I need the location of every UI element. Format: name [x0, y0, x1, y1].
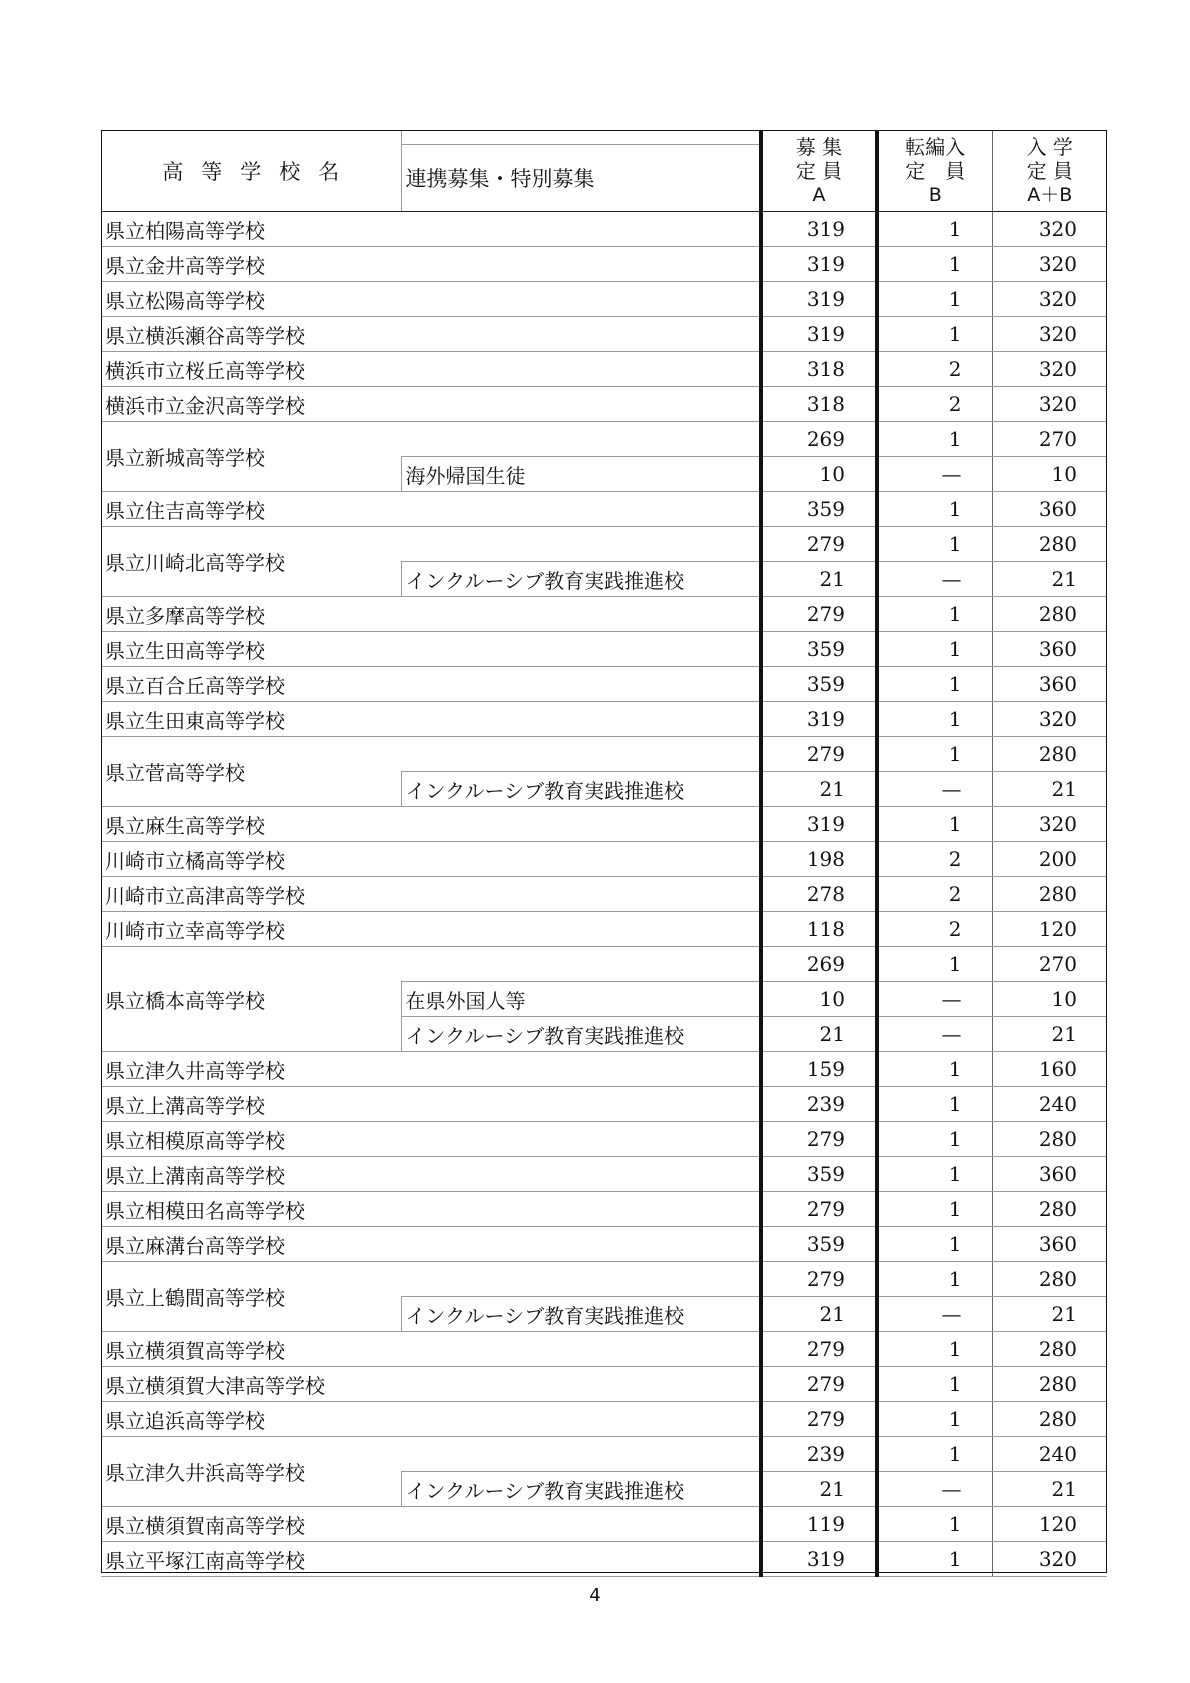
- table-row: [101, 1052, 1107, 1087]
- transfer-b: 1: [877, 1402, 992, 1437]
- special-recruitment: [401, 1122, 761, 1157]
- page-number: 4: [589, 1585, 601, 1606]
- school-name: 県立川崎北高等学校: [101, 527, 401, 597]
- transfer-b: 1: [877, 527, 992, 562]
- total-ab: 240: [992, 1087, 1107, 1122]
- transfer-b: 2: [877, 877, 992, 912]
- table-row: [101, 667, 1107, 702]
- table-header-row: [101, 130, 1107, 212]
- transfer-b: 2: [877, 912, 992, 947]
- transfer-b: 1: [877, 1332, 992, 1367]
- special-recruitment: [401, 1052, 761, 1087]
- enrollment-table: [101, 130, 1107, 1577]
- school-name: 県立上溝高等学校: [101, 1087, 401, 1122]
- total-ab: 360: [992, 667, 1107, 702]
- transfer-b: —: [877, 457, 992, 492]
- school-name: 県立金井高等学校: [101, 247, 401, 282]
- special-recruitment: [401, 1402, 761, 1437]
- special-recruitment: [401, 632, 761, 667]
- special-recruitment: インクルーシブ教育実践推進校: [401, 1297, 761, 1332]
- transfer-b: 1: [877, 1192, 992, 1227]
- transfer-b: —: [877, 1297, 992, 1332]
- total-ab: 240: [992, 1437, 1107, 1472]
- special-recruitment: [401, 527, 761, 562]
- transfer-b: 1: [877, 807, 992, 842]
- capacity-a: 318: [761, 387, 877, 422]
- capacity-a: 279: [761, 527, 877, 562]
- capacity-a: 279: [761, 597, 877, 632]
- school-name: 県立菅高等学校: [101, 737, 401, 807]
- capacity-a: 319: [761, 282, 877, 317]
- transfer-b: 1: [877, 1087, 992, 1122]
- capacity-a: 21: [761, 1297, 877, 1332]
- special-recruitment: [401, 1437, 761, 1472]
- header-school-name: 高等学校名: [101, 130, 401, 212]
- special-recruitment: [401, 877, 761, 912]
- transfer-b: 1: [877, 422, 992, 457]
- total-ab: 270: [992, 947, 1107, 982]
- capacity-a: 359: [761, 1157, 877, 1192]
- total-ab: 200: [992, 842, 1107, 877]
- table-row: [101, 387, 1107, 422]
- total-ab: 320: [992, 387, 1107, 422]
- transfer-b: 1: [877, 1227, 992, 1262]
- special-recruitment: [401, 1262, 761, 1297]
- table-row: [101, 212, 1107, 247]
- total-ab: 10: [992, 457, 1107, 492]
- transfer-b: 1: [877, 492, 992, 527]
- transfer-b: 1: [877, 1542, 992, 1577]
- transfer-b: —: [877, 772, 992, 807]
- school-name: 県立麻溝台高等学校: [101, 1227, 401, 1262]
- table-row: [101, 1437, 1107, 1472]
- school-name: 県立横須賀南高等学校: [101, 1507, 401, 1542]
- total-ab: 320: [992, 212, 1107, 247]
- capacity-a: 359: [761, 492, 877, 527]
- transfer-b: 2: [877, 842, 992, 877]
- total-ab: 21: [992, 1297, 1107, 1332]
- special-recruitment: 在県外国人等: [401, 982, 761, 1017]
- table-row: [101, 1192, 1107, 1227]
- capacity-a: 279: [761, 1367, 877, 1402]
- table-row: [101, 807, 1107, 842]
- transfer-b: 1: [877, 667, 992, 702]
- table-row: [101, 842, 1107, 877]
- transfer-b: 1: [877, 1052, 992, 1087]
- school-name: 川崎市立幸高等学校: [101, 912, 401, 947]
- capacity-a: 10: [761, 982, 877, 1017]
- special-recruitment: [401, 947, 761, 982]
- table-row: [101, 1507, 1107, 1542]
- transfer-b: 2: [877, 352, 992, 387]
- capacity-a: 269: [761, 422, 877, 457]
- total-ab: 21: [992, 1017, 1107, 1052]
- capacity-a: 318: [761, 352, 877, 387]
- school-name: 県立松陽高等学校: [101, 282, 401, 317]
- transfer-b: 1: [877, 212, 992, 247]
- total-ab: 280: [992, 737, 1107, 772]
- capacity-a: 279: [761, 1402, 877, 1437]
- transfer-b: 2: [877, 387, 992, 422]
- table-row: [101, 877, 1107, 912]
- transfer-b: 1: [877, 1157, 992, 1192]
- special-recruitment: インクルーシブ教育実践推進校: [401, 562, 761, 597]
- capacity-a: 359: [761, 667, 877, 702]
- table-row: [101, 1227, 1107, 1262]
- special-recruitment: [401, 282, 761, 317]
- capacity-a: 198: [761, 842, 877, 877]
- capacity-a: 239: [761, 1087, 877, 1122]
- total-ab: 280: [992, 1367, 1107, 1402]
- capacity-a: 279: [761, 1332, 877, 1367]
- total-ab: 320: [992, 247, 1107, 282]
- special-recruitment: [401, 422, 761, 457]
- total-ab: 320: [992, 702, 1107, 737]
- total-ab: 120: [992, 912, 1107, 947]
- transfer-b: 1: [877, 737, 992, 772]
- transfer-b: 1: [877, 597, 992, 632]
- table-row: [101, 947, 1107, 982]
- total-ab: 320: [992, 1542, 1107, 1577]
- school-name: 県立住吉高等学校: [101, 492, 401, 527]
- capacity-a: 279: [761, 1192, 877, 1227]
- total-ab: 21: [992, 772, 1107, 807]
- total-ab: 320: [992, 282, 1107, 317]
- special-recruitment: [401, 737, 761, 772]
- school-name: 県立追浜高等学校: [101, 1402, 401, 1437]
- special-recruitment: [401, 1542, 761, 1577]
- school-name: 県立多摩高等学校: [101, 597, 401, 632]
- capacity-a: 10: [761, 457, 877, 492]
- transfer-b: 1: [877, 282, 992, 317]
- total-ab: 120: [992, 1507, 1107, 1542]
- total-ab: 280: [992, 597, 1107, 632]
- total-ab: 10: [992, 982, 1107, 1017]
- total-ab: 160: [992, 1052, 1107, 1087]
- school-name: 県立相模原高等学校: [101, 1122, 401, 1157]
- table-row: [101, 527, 1107, 562]
- special-recruitment: [401, 1367, 761, 1402]
- capacity-a: 319: [761, 702, 877, 737]
- special-recruitment: [401, 1227, 761, 1262]
- header-capacity-a: 募 集 定 員 A: [761, 130, 877, 212]
- table-row: [101, 492, 1107, 527]
- capacity-a: 279: [761, 737, 877, 772]
- special-recruitment: [401, 1507, 761, 1542]
- special-recruitment: [401, 667, 761, 702]
- total-ab: 270: [992, 422, 1107, 457]
- table-row: [101, 1402, 1107, 1437]
- special-recruitment: [401, 702, 761, 737]
- total-ab: 21: [992, 1472, 1107, 1507]
- special-recruitment: 海外帰国生徒: [401, 457, 761, 492]
- table-row: [101, 632, 1107, 667]
- school-name: 県立相模田名高等学校: [101, 1192, 401, 1227]
- transfer-b: 1: [877, 1437, 992, 1472]
- transfer-b: 1: [877, 632, 992, 667]
- school-name: 県立柏陽高等学校: [101, 212, 401, 247]
- school-name: 県立新城高等学校: [101, 422, 401, 492]
- table-body: [101, 212, 1107, 1577]
- capacity-a: 21: [761, 1472, 877, 1507]
- capacity-a: 119: [761, 1507, 877, 1542]
- school-name: 県立上溝南高等学校: [101, 1157, 401, 1192]
- school-name: 横浜市立桜丘高等学校: [101, 352, 401, 387]
- table-row: [101, 1367, 1107, 1402]
- school-name: 横浜市立金沢高等学校: [101, 387, 401, 422]
- transfer-b: —: [877, 982, 992, 1017]
- school-name: 川崎市立高津高等学校: [101, 877, 401, 912]
- total-ab: 280: [992, 1192, 1107, 1227]
- special-recruitment: [401, 247, 761, 282]
- capacity-a: 279: [761, 1262, 877, 1297]
- school-name: 県立横須賀高等学校: [101, 1332, 401, 1367]
- total-ab: 280: [992, 527, 1107, 562]
- special-recruitment: [401, 212, 761, 247]
- capacity-a: 319: [761, 212, 877, 247]
- capacity-a: 359: [761, 1227, 877, 1262]
- table-row: [101, 1542, 1107, 1577]
- special-recruitment: [401, 1087, 761, 1122]
- school-name: 川崎市立橘高等学校: [101, 842, 401, 877]
- special-recruitment: [401, 842, 761, 877]
- capacity-a: 359: [761, 632, 877, 667]
- capacity-a: 21: [761, 562, 877, 597]
- capacity-a: 319: [761, 247, 877, 282]
- school-name: 県立津久井浜高等学校: [101, 1437, 401, 1507]
- special-recruitment: [401, 317, 761, 352]
- total-ab: 360: [992, 632, 1107, 667]
- total-ab: 280: [992, 1262, 1107, 1297]
- school-name: 県立横浜瀬谷高等学校: [101, 317, 401, 352]
- capacity-a: 118: [761, 912, 877, 947]
- school-name: 県立上鶴間高等学校: [101, 1262, 401, 1332]
- transfer-b: 1: [877, 1262, 992, 1297]
- school-name: 県立麻生高等学校: [101, 807, 401, 842]
- total-ab: 360: [992, 492, 1107, 527]
- school-name: 県立津久井高等学校: [101, 1052, 401, 1087]
- transfer-b: 1: [877, 317, 992, 352]
- capacity-a: 278: [761, 877, 877, 912]
- special-recruitment: [401, 597, 761, 632]
- special-recruitment: [401, 352, 761, 387]
- total-ab: 360: [992, 1227, 1107, 1262]
- total-ab: 320: [992, 352, 1107, 387]
- header-total-ab: 入 学 定 員 A＋B: [992, 130, 1107, 212]
- total-ab: 360: [992, 1157, 1107, 1192]
- table-row: [101, 317, 1107, 352]
- capacity-a: 21: [761, 1017, 877, 1052]
- table-row: [101, 1087, 1107, 1122]
- table-row: [101, 1122, 1107, 1157]
- transfer-b: 1: [877, 947, 992, 982]
- table-row: [101, 912, 1107, 947]
- special-recruitment: [401, 492, 761, 527]
- capacity-a: 159: [761, 1052, 877, 1087]
- special-recruitment: [401, 1332, 761, 1367]
- total-ab: 280: [992, 1122, 1107, 1157]
- table-row: [101, 737, 1107, 772]
- total-ab: 320: [992, 317, 1107, 352]
- header-transfer-b: 転編入 定 員 B: [877, 130, 992, 212]
- special-recruitment: [401, 387, 761, 422]
- total-ab: 280: [992, 1332, 1107, 1367]
- transfer-b: 1: [877, 1122, 992, 1157]
- special-recruitment: [401, 912, 761, 947]
- table-row: [101, 247, 1107, 282]
- school-name: 県立生田高等学校: [101, 632, 401, 667]
- table-row: [101, 1332, 1107, 1367]
- table-row: [101, 1262, 1107, 1297]
- special-recruitment: [401, 807, 761, 842]
- transfer-b: 1: [877, 247, 992, 282]
- total-ab: 21: [992, 562, 1107, 597]
- special-recruitment: [401, 1157, 761, 1192]
- table-row: [101, 702, 1107, 737]
- table-row: [101, 422, 1107, 457]
- table-row: [101, 1157, 1107, 1192]
- special-recruitment: [401, 1192, 761, 1227]
- capacity-a: 239: [761, 1437, 877, 1472]
- total-ab: 320: [992, 807, 1107, 842]
- transfer-b: 1: [877, 702, 992, 737]
- school-name: 県立横須賀大津高等学校: [101, 1367, 401, 1402]
- total-ab: 280: [992, 877, 1107, 912]
- transfer-b: —: [877, 1472, 992, 1507]
- school-name: 県立橋本高等学校: [101, 947, 401, 1052]
- table-row: [101, 597, 1107, 632]
- special-recruitment: インクルーシブ教育実践推進校: [401, 772, 761, 807]
- table-row: [101, 352, 1107, 387]
- capacity-a: 319: [761, 807, 877, 842]
- school-name: 県立生田東高等学校: [101, 702, 401, 737]
- school-name: 県立平塚江南高等学校: [101, 1542, 401, 1577]
- capacity-a: 269: [761, 947, 877, 982]
- transfer-b: 1: [877, 1367, 992, 1402]
- special-recruitment: インクルーシブ教育実践推進校: [401, 1472, 761, 1507]
- table-row: [101, 282, 1107, 317]
- school-name: 県立百合丘高等学校: [101, 667, 401, 702]
- capacity-a: 319: [761, 1542, 877, 1577]
- capacity-a: 21: [761, 772, 877, 807]
- transfer-b: —: [877, 562, 992, 597]
- special-recruitment: インクルーシブ教育実践推進校: [401, 1017, 761, 1052]
- total-ab: 280: [992, 1402, 1107, 1437]
- capacity-a: 279: [761, 1122, 877, 1157]
- transfer-b: —: [877, 1017, 992, 1052]
- transfer-b: 1: [877, 1507, 992, 1542]
- capacity-a: 319: [761, 317, 877, 352]
- header-special-recruitment: 連携募集・特別募集: [401, 130, 761, 212]
